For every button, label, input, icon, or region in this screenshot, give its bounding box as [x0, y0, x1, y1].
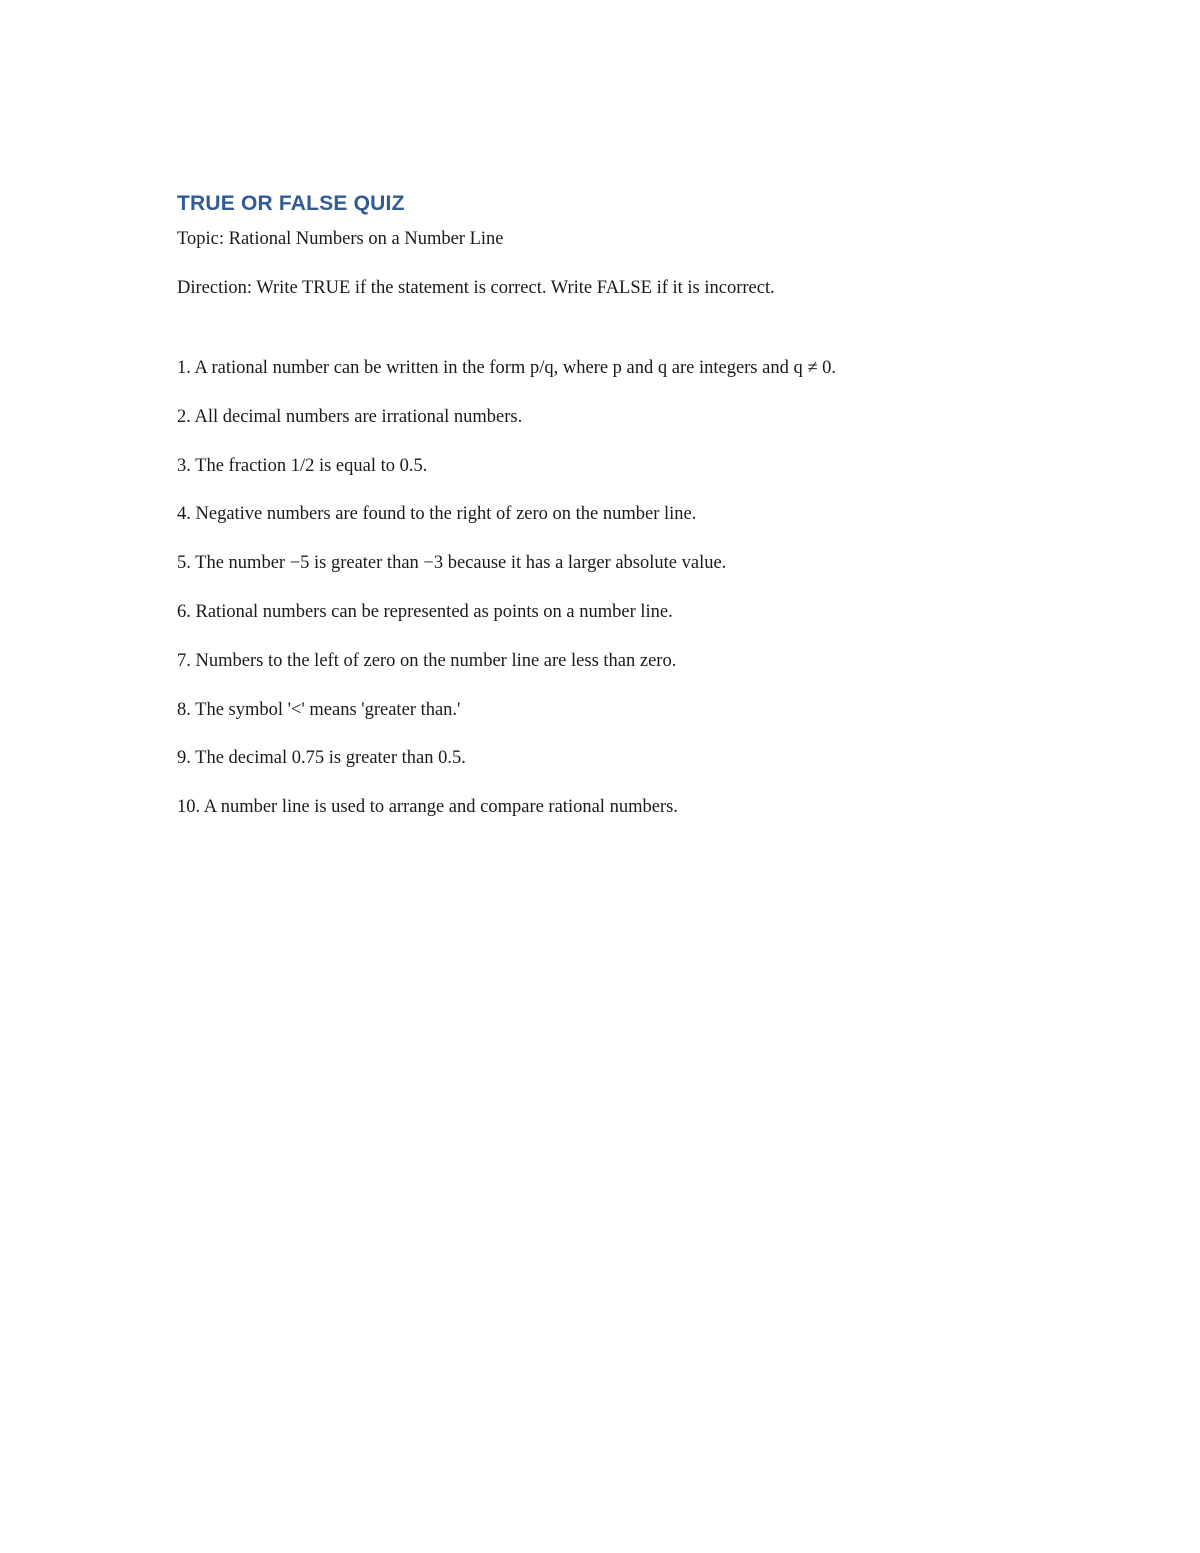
question-item-8: 8. The symbol '<' means 'greater than.': [177, 699, 461, 720]
question-item-10: 10. A number line is used to arrange and compare rational numbers.: [177, 797, 678, 818]
question-item-2: 2. All decimal numbers are irrational numbers.: [177, 406, 523, 427]
quiz-direction: Direction: Write TRUE if the statement is correct. Write FALSE if it is incorrect.: [177, 278, 775, 298]
question-list: [177, 356, 836, 844]
question-item-5: 5. The number −5 is greater than −3 because it has a larger absolute value.: [177, 553, 727, 574]
question-item-1: 1. A rational number can be written in the form p/q, where p and q are integers and q ≠ 0.: [177, 358, 836, 378]
question-item-4: 4. Negative numbers are found to the right of zero on the number line.: [177, 504, 697, 525]
question-item-9: 9. The decimal 0.75 is greater than 0.5.: [177, 748, 466, 769]
question-item-6: 6. Rational numbers can be represented as points on a number line.: [177, 601, 673, 622]
quiz-topic: Topic: Rational Numbers on a Number Line: [177, 229, 504, 249]
quiz-title: TRUE OR FALSE QUIZ: [177, 192, 405, 215]
question-item-7: 7. Numbers to the left of zero on the number line are less than zero.: [177, 650, 677, 671]
question-item-3: 3. The fraction 1/2 is equal to 0.5.: [177, 455, 428, 476]
